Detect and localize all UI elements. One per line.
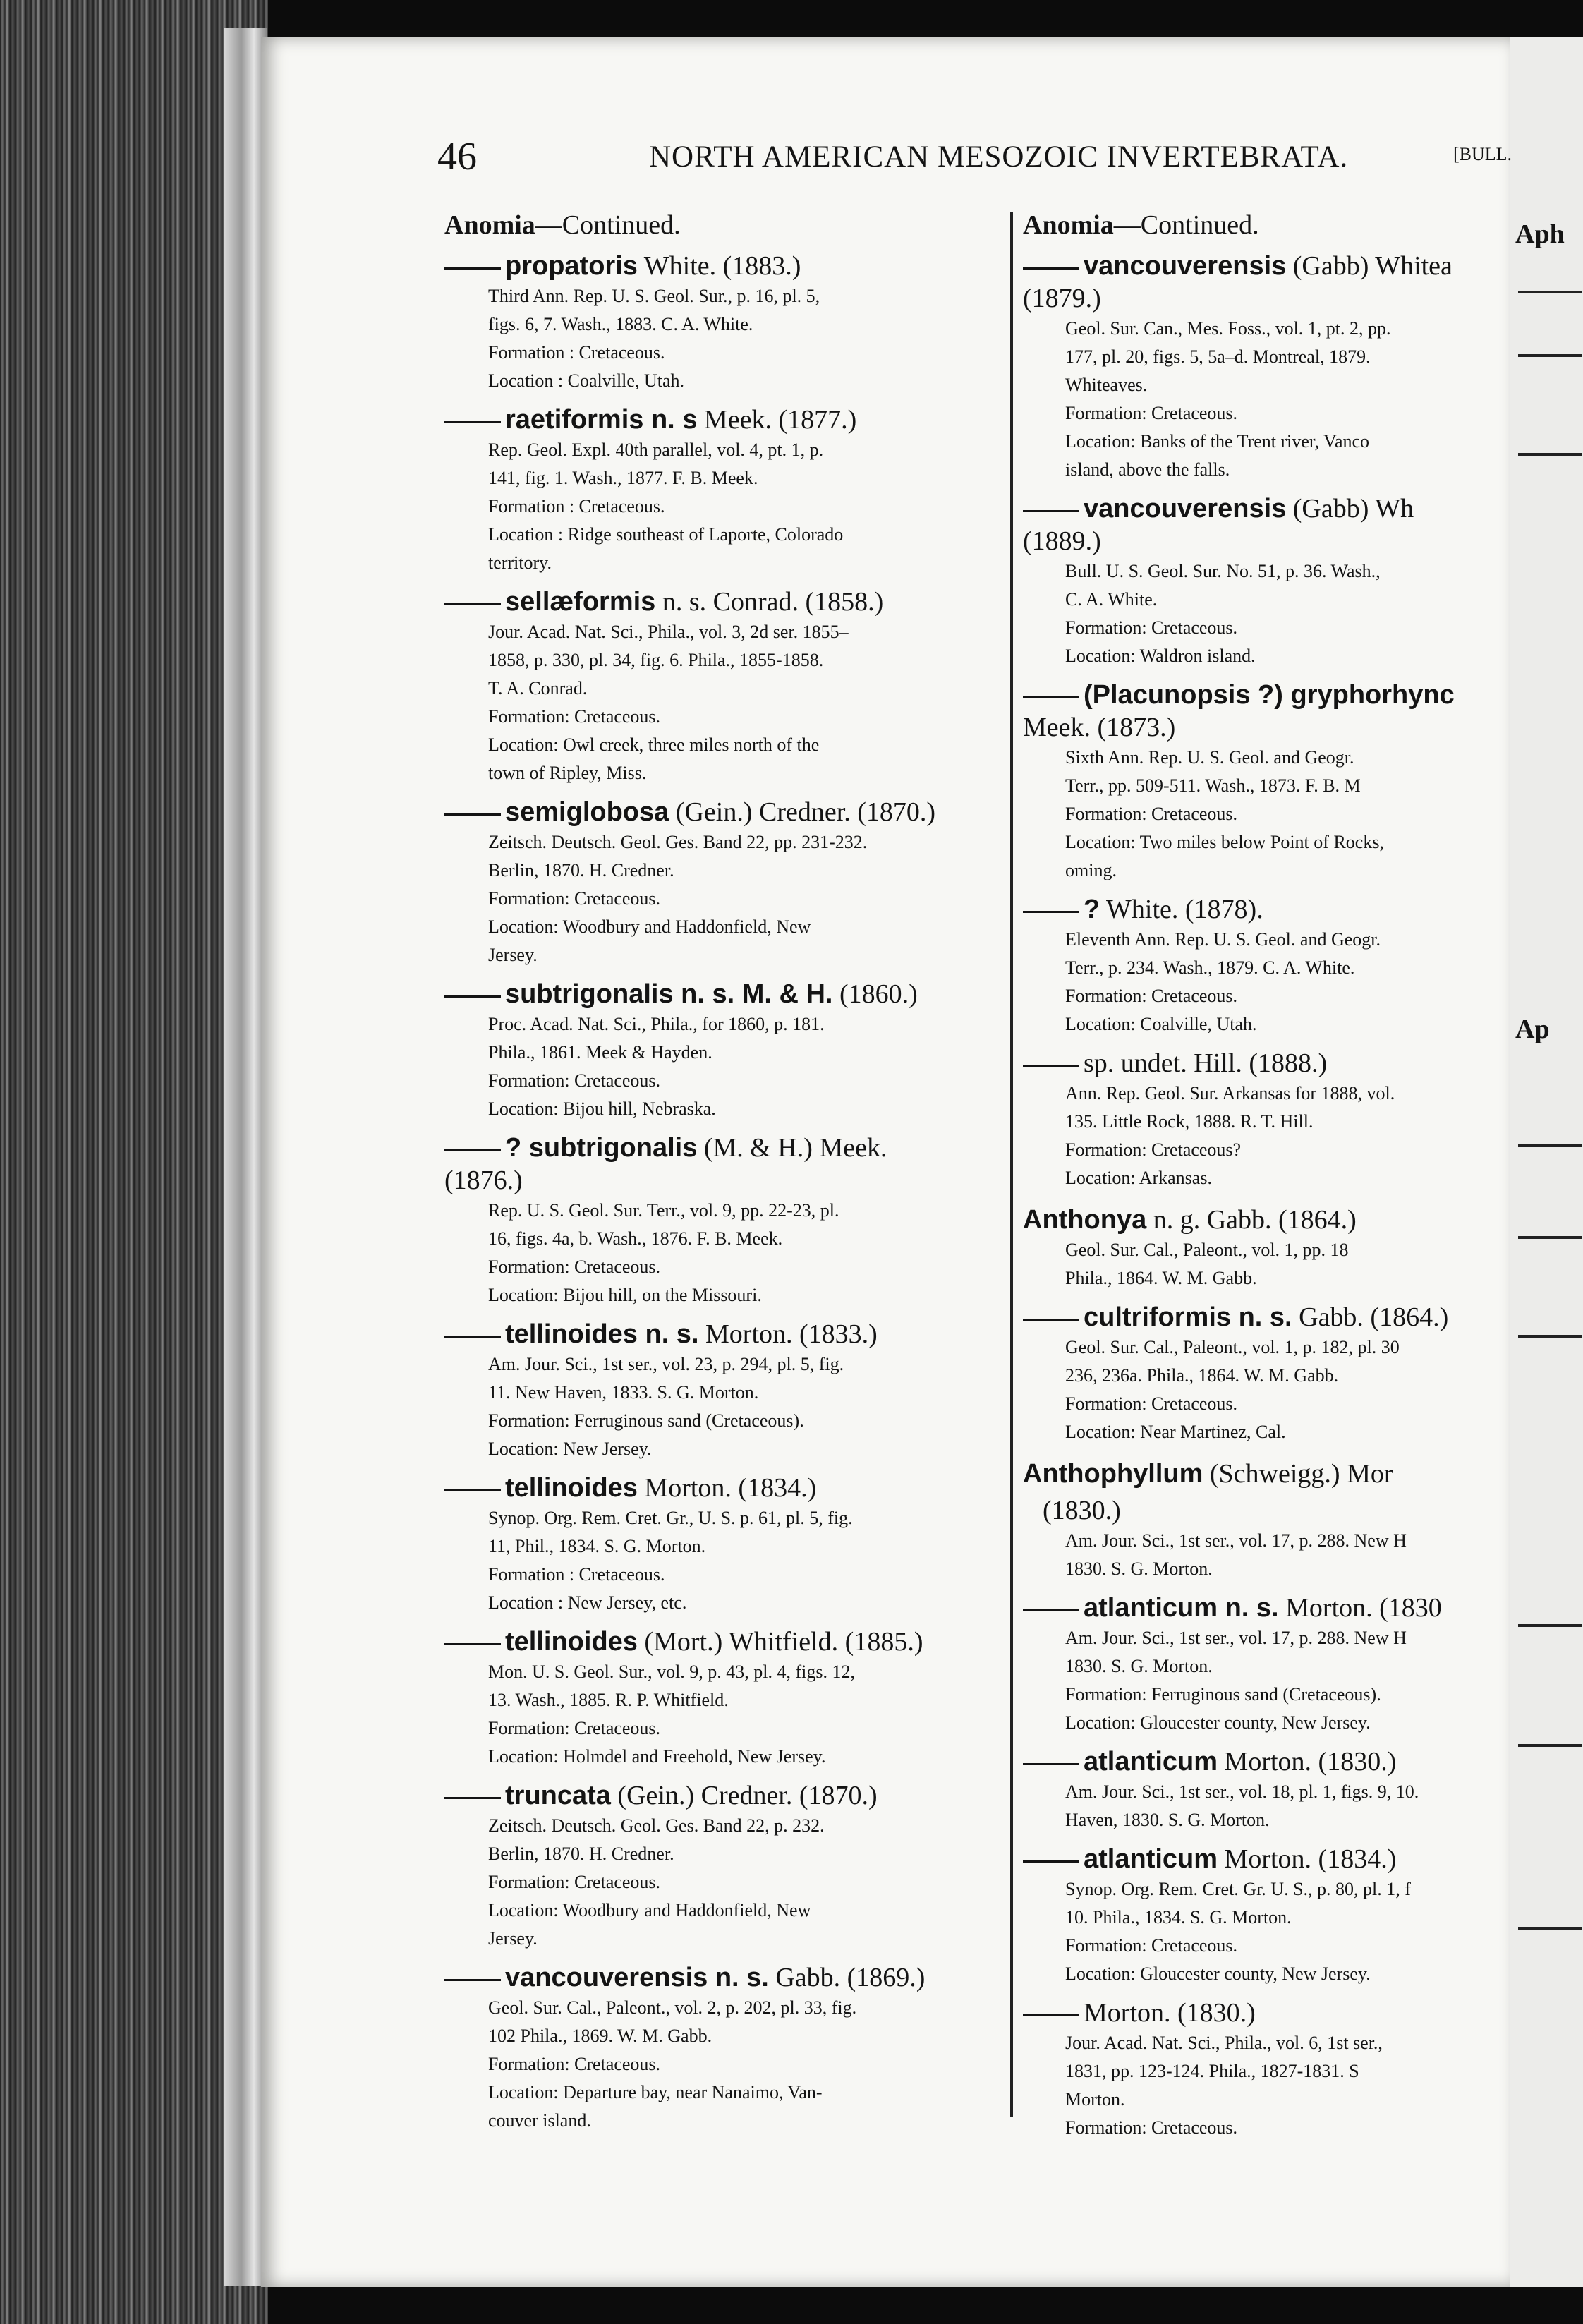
species-heading — [1023, 1745, 1510, 1778]
species-entry — [444, 1318, 995, 1463]
reference-line: 1830. S. G. Morton. — [1065, 1559, 1213, 1579]
species-heading — [444, 978, 995, 1010]
species-name: vancouverensis — [1084, 494, 1287, 523]
species-authority: (Gabb) Wh — [1286, 494, 1414, 523]
reference-line: Formation: Cretaceous. — [488, 2054, 661, 2074]
reference-line: Formation: Cretaceous. — [488, 1872, 661, 1892]
species-heading — [444, 1472, 995, 1504]
species-entry — [1023, 1047, 1510, 1192]
page-number: 46 — [437, 135, 477, 178]
reference-line: Geol. Sur. Cal., Paleont., vol. 1, p. 182, pl. 30 — [1065, 1337, 1400, 1357]
ditto-dash — [1023, 267, 1079, 270]
reference-line: figs. 6, 7. Wash., 1883. C. A. White. — [488, 314, 753, 334]
species-heading — [1023, 679, 1510, 711]
reference-line: Formation: Cretaceous. — [1065, 2117, 1238, 2138]
reference-line: Formation : Cretaceous. — [488, 496, 665, 516]
reference-line: Rep. Geol. Expl. 40th parallel, vol. 4, pt. 1, p. — [488, 440, 824, 460]
reference-line: Location: Arkansas. — [1065, 1168, 1212, 1188]
reference-line: Synop. Org. Rem. Cret. Gr., U. S. p. 61, pl. 5, fig. — [488, 1508, 853, 1528]
ditto-dash — [1023, 911, 1079, 913]
ditto-dash — [444, 1149, 501, 1151]
reference-line: Whiteaves. — [1065, 375, 1148, 395]
species-heading — [1023, 1843, 1510, 1875]
species-heading — [444, 1961, 995, 1994]
reference-line: C. A. White. — [1065, 589, 1158, 610]
right-column — [1023, 205, 1510, 2142]
reference-line: 102 Phila., 1869. W. M. Gabb. — [488, 2026, 712, 2046]
reference-line: Location: Bijou hill, Nebraska. — [488, 1099, 716, 1119]
facing-page-heading-1: Aph — [1515, 219, 1565, 249]
species-entry — [444, 796, 995, 969]
ditto-dash — [444, 1797, 501, 1799]
reference-line: Formation: Cretaceous. — [488, 706, 661, 727]
species-heading — [1023, 1047, 1510, 1079]
species-authority: (M. & H.) Meek. — [697, 1133, 887, 1163]
ditto-dash — [444, 995, 501, 998]
reference-line: Location: Gloucester county, New Jersey. — [1065, 1712, 1371, 1733]
reference-line: Rep. U. S. Geol. Sur. Terr., vol. 9, pp. 22-23, pl. — [488, 1200, 839, 1221]
species-heading — [444, 250, 995, 282]
reference-line: Formation: Cretaceous. — [1065, 1393, 1238, 1414]
reference-line: Location : New Jersey, etc. — [488, 1592, 687, 1613]
ditto-dash — [444, 1489, 501, 1491]
reference-line: Formation: Cretaceous. — [488, 1257, 661, 1277]
reference-line: Formation: Cretaceous? — [1065, 1139, 1242, 1160]
reference-line: Location: Coalville, Utah. — [1065, 1014, 1257, 1034]
page-curl — [224, 28, 267, 2286]
species-authority: Morton. (1830.) — [1084, 1998, 1256, 2028]
reference-line: Geol. Sur. Cal., Paleont., vol. 2, p. 202, pl. 33, fig. — [488, 1997, 857, 2018]
facing-page-heading-2: Ap — [1515, 1015, 1550, 1044]
reference-line: Location: Two miles below Point of Rocks, — [1065, 832, 1384, 852]
species-authority: Morton. (1834.) — [1218, 1844, 1397, 1874]
reference-line: Haven, 1830. S. G. Morton. — [1065, 1810, 1270, 1830]
species-name: atlanticum n. s. — [1084, 1593, 1279, 1623]
species-heading — [444, 404, 995, 436]
ditto-dash — [1023, 1065, 1079, 1067]
reference-line: Formation: Cretaceous. — [488, 1718, 661, 1738]
reference-line: Zeitsch. Deutsch. Geol. Ges. Band 22, p. 232. — [488, 1815, 825, 1836]
species-name: propatoris — [505, 251, 638, 281]
species-heading-cont: (1889.) — [1023, 526, 1101, 556]
species-entry — [444, 586, 995, 787]
reference-line: Jour. Acad. Nat. Sci., Phila., vol. 6, 1st ser., — [1065, 2033, 1383, 2053]
reference-line: Formation: Cretaceous. — [488, 888, 661, 909]
reference-line: Location: Banks of the Trent river, Vanco — [1065, 431, 1370, 452]
reference-line: Formation : Cretaceous. — [488, 342, 665, 363]
reference-line: Location: Waldron island. — [1065, 646, 1256, 666]
ditto-dash — [1023, 1763, 1079, 1765]
facing-page-fragment — [1510, 37, 1583, 2287]
reference-line: 177, pl. 20, figs. 5, 5a–d. Montreal, 1879. — [1065, 346, 1371, 367]
species-heading — [444, 1132, 995, 1164]
reference-line: Phila., 1861. Meek & Hayden. — [488, 1042, 712, 1063]
reference-line: Morton. — [1065, 2089, 1125, 2110]
ditto-dash — [444, 1336, 501, 1338]
reference-line: Formation: Cretaceous. — [488, 1070, 661, 1091]
species-entry — [444, 404, 995, 577]
reference-line: Location: Owl creek, three miles north of the — [488, 734, 820, 755]
species-name: tellinoides — [505, 1627, 638, 1657]
species-entry — [1023, 1301, 1510, 1446]
species-heading — [1023, 1997, 1510, 2029]
reference-line: Ann. Rep. Geol. Sur. Arkansas for 1888, vol. — [1065, 1083, 1395, 1103]
ditto-dash — [1023, 1319, 1079, 1321]
reference-line: T. A. Conrad. — [488, 678, 588, 698]
reference-line: Eleventh Ann. Rep. U. S. Geol. and Geogr. — [1065, 929, 1381, 950]
reference-line: 10. Phila., 1834. S. G. Morton. — [1065, 1907, 1292, 1927]
reference-line: Location: Woodbury and Haddonfield, New — [488, 916, 811, 937]
species-entry — [444, 1132, 995, 1309]
reference-line: Terr., p. 234. Wash., 1879. C. A. White. — [1065, 957, 1355, 978]
species-name: truncata — [505, 1781, 611, 1810]
species-name: (Placunopsis ?) gryphorhync — [1084, 680, 1455, 710]
reference-line: Formation: Cretaceous. — [1065, 403, 1238, 423]
species-authority: (Gein.) Credner. (1870.) — [610, 1781, 878, 1810]
species-name: tellinoides n. s. — [505, 1319, 699, 1349]
species-entry — [444, 250, 995, 395]
ditto-dash — [1023, 1860, 1079, 1863]
species-entry — [1023, 492, 1510, 670]
species-authority: Morton. (1830 — [1278, 1593, 1442, 1623]
ditto-dash — [444, 1979, 501, 1981]
reference-line: Location : Coalville, Utah. — [488, 370, 684, 391]
reference-line: 135. Little Rock, 1888. R. T. Hill. — [1065, 1111, 1314, 1132]
reference-line: Mon. U. S. Geol. Sur., vol. 9, p. 43, pl. 4, figs. 12, — [488, 1662, 856, 1682]
species-authority: Gabb. (1864.) — [1292, 1302, 1449, 1332]
species-authority: (Gabb) Whitea — [1286, 251, 1452, 281]
page-header — [437, 134, 1512, 178]
species-authority: Morton. (1830.) — [1218, 1747, 1397, 1777]
ditto-dash — [444, 813, 501, 816]
genus-heading — [1023, 1204, 1510, 1236]
reference-line: Location: Holmdel and Freehold, New Jersey. — [488, 1746, 826, 1767]
species-name: semiglobosa — [505, 797, 669, 827]
genus-heading-cont: (1830.) — [1043, 1496, 1121, 1525]
species-entry — [444, 1779, 995, 1953]
species-name: subtrigonalis n. s. M. & H. — [505, 979, 833, 1009]
species-heading — [444, 1318, 995, 1350]
running-title: NORTH AMERICAN MESOZOIC INVERTEBRATA. — [649, 140, 1349, 174]
species-heading-cont: (1879.) — [1023, 284, 1101, 313]
species-name: tellinoides — [505, 1473, 638, 1503]
species-heading — [444, 796, 995, 828]
species-name: ? subtrigonalis — [505, 1133, 698, 1163]
reference-line: Jersey. — [488, 1928, 538, 1949]
column-rule — [1010, 212, 1013, 2117]
species-authority: Meek. (1877.) — [697, 405, 857, 435]
reference-line: Formation: Cretaceous. — [1065, 804, 1238, 824]
reference-line: 1830. S. G. Morton. — [1065, 1656, 1213, 1676]
reference-line: Location: Woodbury and Haddonfield, New — [488, 1900, 811, 1920]
reference-line: Berlin, 1870. H. Credner. — [488, 860, 674, 880]
ditto-dash — [1023, 2014, 1079, 2016]
reference-line: Terr., pp. 509-511. Wash., 1873. F. B. M — [1065, 775, 1361, 796]
genus-name: Anthonya — [1023, 1205, 1147, 1235]
reference-line: Formation : Cretaceous. — [488, 1564, 665, 1585]
species-authority: (1860.) — [832, 979, 918, 1009]
reference-line: Am. Jour. Sci., 1st ser., vol. 18, pl. 1, figs. 9, 10. — [1065, 1781, 1419, 1802]
left-column — [444, 205, 995, 2135]
reference-line: town of Ripley, Miss. — [488, 763, 647, 783]
reference-line: Location: Gloucester county, New Jersey. — [1065, 1963, 1371, 1984]
species-name: vancouverensis n. s. — [505, 1963, 769, 1992]
reference-line: Geol. Sur. Cal., Paleont., vol. 1, pp. 18 — [1065, 1240, 1349, 1260]
species-heading — [1023, 1592, 1510, 1624]
reference-line: Synop. Org. Rem. Cret. Gr. U. S., p. 80, pl. 1, f — [1065, 1879, 1411, 1899]
reference-line: Geol. Sur. Can., Mes. Foss., vol. 1, pt. 2, pp. — [1065, 318, 1391, 339]
reference-line: Sixth Ann. Rep. U. S. Geol. and Geogr. — [1065, 747, 1354, 768]
reference-line: territory. — [488, 552, 552, 573]
genus-name: Anthophyllum — [1023, 1459, 1203, 1489]
species-authority: (Gein.) Credner. (1870.) — [669, 797, 936, 827]
species-entry — [444, 1961, 995, 2135]
species-authority: (Mort.) Whitfield. (1885.) — [637, 1627, 923, 1657]
reference-line: Bull. U. S. Geol. Sur. No. 51, p. 36. Wash., — [1065, 561, 1381, 581]
genus-heading: Anomia—Continued. — [444, 210, 681, 240]
species-heading — [1023, 893, 1510, 926]
reference-line: 236, 236a. Phila., 1864. W. M. Gabb. — [1065, 1365, 1339, 1386]
species-authority: Gabb. (1869.) — [768, 1963, 926, 1992]
reference-line: Formation: Ferruginous sand (Cretaceous). — [488, 1410, 804, 1431]
reference-line: Zeitsch. Deutsch. Geol. Ges. Band 22, pp. 231-232. — [488, 832, 868, 852]
species-authority: n. s. Conrad. (1858.) — [655, 587, 884, 617]
ditto-dash — [1023, 510, 1079, 512]
species-entry — [444, 978, 995, 1123]
genus-authority: n. g. Gabb. (1864.) — [1146, 1205, 1357, 1235]
ditto-dash — [1023, 696, 1079, 698]
reference-line: Location : Ridge southeast of Laporte, Colorado — [488, 524, 844, 545]
species-entry — [1023, 1843, 1510, 1988]
ditto-dash — [444, 267, 501, 270]
species-heading — [1023, 250, 1510, 282]
species-authority: Morton. (1834.) — [637, 1473, 817, 1503]
genus-authority: (Schweigg.) Mor — [1203, 1459, 1393, 1489]
species-entry — [1023, 893, 1510, 1039]
reference-line: 1831, pp. 123-124. Phila., 1827-1831. S — [1065, 2061, 1359, 2081]
species-entry — [444, 1472, 995, 1617]
ditto-dash — [1023, 1609, 1079, 1611]
reference-line: Location: Bijou hill, on the Missouri. — [488, 1285, 762, 1305]
bulletin-tag: [BULL. — [1453, 144, 1512, 164]
reference-line: Jersey. — [488, 945, 538, 965]
reference-line: Third Ann. Rep. U. S. Geol. Sur., p. 16, pl. 5, — [488, 286, 820, 306]
species-heading — [444, 1626, 995, 1658]
species-name: ? — [1084, 895, 1100, 924]
species-name: sellæformis — [505, 587, 656, 617]
species-authority: sp. undet. Hill. (1888.) — [1084, 1048, 1328, 1078]
species-entry — [1023, 1592, 1510, 1737]
species-name: atlanticum — [1084, 1844, 1218, 1874]
ditto-dash — [444, 421, 501, 423]
reference-line: Location: New Jersey. — [488, 1439, 652, 1459]
reference-line: 141, fig. 1. Wash., 1877. F. B. Meek. — [488, 468, 758, 488]
reference-line: Formation: Cretaceous. — [1065, 986, 1238, 1006]
reference-line: Formation: Cretaceous. — [1065, 617, 1238, 638]
species-name: vancouverensis — [1084, 251, 1287, 281]
ditto-dash — [444, 603, 501, 605]
species-heading — [444, 1779, 995, 1812]
reference-line: Jour. Acad. Nat. Sci., Phila., vol. 3, 2d ser. 1855– — [488, 622, 849, 642]
reference-line: 11. New Haven, 1833. S. G. Morton. — [488, 1382, 759, 1403]
species-authority: White. (1878). — [1100, 895, 1263, 924]
reference-line: oming. — [1065, 860, 1117, 880]
reference-line: 1858, p. 330, pl. 34, fig. 6. Phila., 1855-1858. — [488, 650, 824, 670]
species-authority: Morton. (1833.) — [698, 1319, 878, 1349]
genus-heading — [1023, 1458, 1510, 1490]
species-heading-cont: (1876.) — [444, 1166, 523, 1195]
reference-line: Am. Jour. Sci., 1st ser., vol. 23, p. 294, pl. 5, fig. — [488, 1354, 844, 1374]
species-name: atlanticum — [1084, 1747, 1218, 1777]
species-name: cultriformis n. s. — [1084, 1302, 1292, 1332]
reference-line: 13. Wash., 1885. R. P. Whitfield. — [488, 1690, 729, 1710]
species-entry — [1023, 1745, 1510, 1834]
species-name: raetiformis n. s — [505, 405, 698, 435]
reference-line: Location: Near Martinez, Cal. — [1065, 1422, 1286, 1442]
reference-line: Location: Departure bay, near Nanaimo, Van- — [488, 2082, 823, 2102]
species-entry — [1023, 679, 1510, 885]
species-entry — [444, 1626, 995, 1771]
reference-line: Formation: Ferruginous sand (Cretaceous). — [1065, 1684, 1381, 1705]
reference-line: Am. Jour. Sci., 1st ser., vol. 17, p. 288. New H — [1065, 1530, 1407, 1551]
reference-line: Formation: Cretaceous. — [1065, 1935, 1238, 1956]
reference-line: couver island. — [488, 2110, 591, 2131]
genus-heading: Anomia—Continued. — [1023, 210, 1259, 240]
species-heading — [1023, 492, 1510, 525]
reference-line: Phila., 1864. W. M. Gabb. — [1065, 1268, 1257, 1288]
species-entry — [1023, 250, 1510, 484]
ditto-dash — [444, 1643, 501, 1645]
reference-line: Proc. Acad. Nat. Sci., Phila., for 1860, p. 181. — [488, 1014, 825, 1034]
species-heading — [444, 586, 995, 618]
reference-line: 16, figs. 4a, b. Wash., 1876. F. B. Meek. — [488, 1228, 783, 1249]
reference-line: Berlin, 1870. H. Credner. — [488, 1844, 674, 1864]
reference-line: island, above the falls. — [1065, 459, 1230, 480]
species-heading-cont: Meek. (1873.) — [1023, 713, 1176, 742]
reference-line: 11, Phil., 1834. S. G. Morton. — [488, 1536, 706, 1556]
species-entry — [1023, 1997, 1510, 2142]
species-authority: White. (1883.) — [637, 251, 801, 281]
species-heading — [1023, 1301, 1510, 1333]
reference-line: Am. Jour. Sci., 1st ser., vol. 17, p. 288. New H — [1065, 1628, 1407, 1648]
